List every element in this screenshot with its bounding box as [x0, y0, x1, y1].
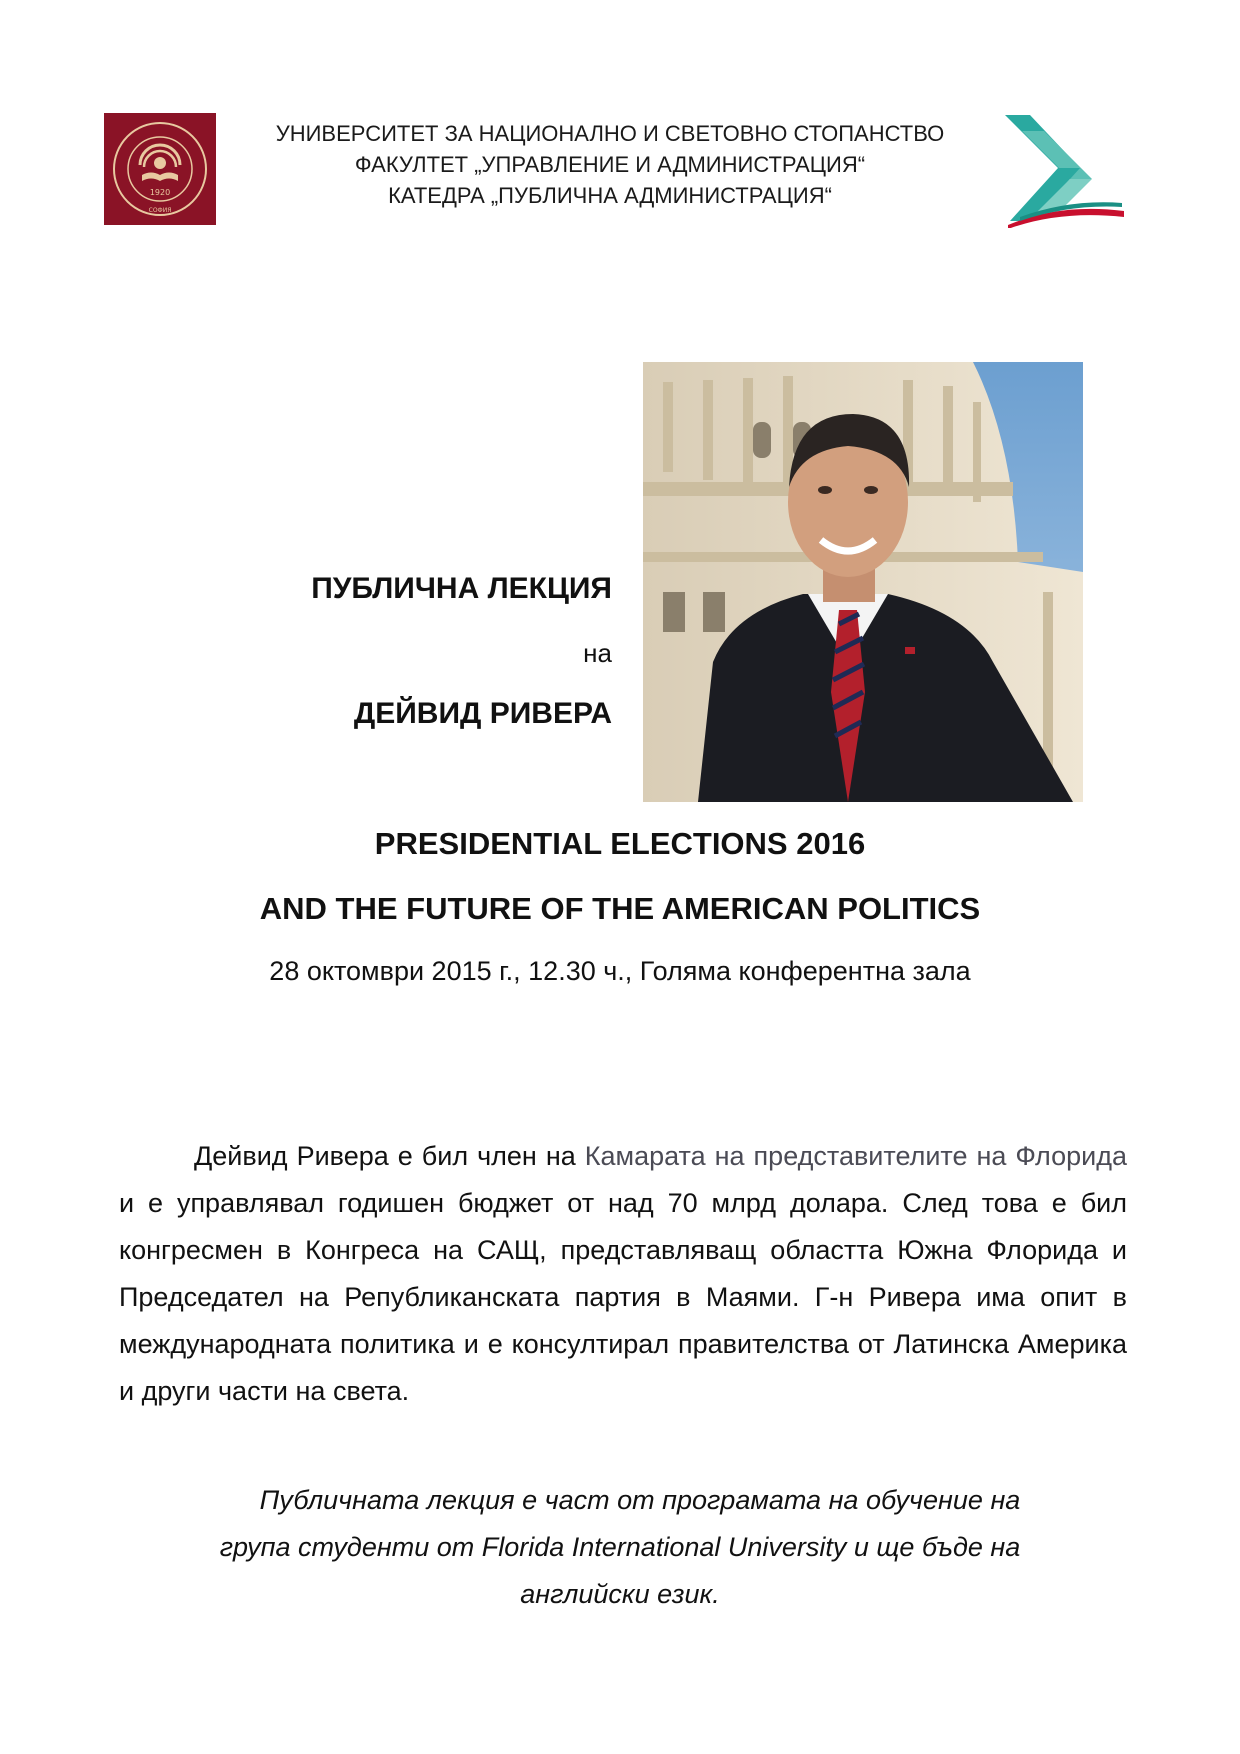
- seal-city: СОФИЯ: [148, 207, 172, 214]
- seal-year: 1920: [149, 188, 171, 197]
- note-line-2: група студенти от Florida International University и ще бъде на: [219, 1532, 1021, 1562]
- department-chevron-logo: [1000, 113, 1125, 228]
- note-line-3: английски език.: [520, 1579, 720, 1609]
- note-line-1: Публичната лекция е част от програмата на обучение на: [259, 1485, 1021, 1515]
- bio-text-end: и е управлявал годишен бюджет от над 70 млрд долара. След това е бил конгресмен в Конгреса на САЩ, представляващ областта Южна Флорида и Председател на Републиканската партия в Маями. Г-н Ривера има опит в международната политика и е консултирал правителства от Латинска Америка и други части на света.: [119, 1188, 1127, 1406]
- speaker-biography: [119, 1133, 1127, 1415]
- lecture-preposition: на: [583, 638, 612, 668]
- talk-title-line-1: PRESIDENTIAL ELECTIONS 2016: [374, 826, 866, 861]
- florida-house-link[interactable]: Камарата на представителите на Флорида: [584, 1141, 1127, 1171]
- university-name: УНИВЕРСИТЕТ ЗА НАЦИОНАЛНО И СВЕТОВНО СТОПАНСТВО: [275, 121, 945, 146]
- program-note: [150, 1477, 1090, 1618]
- faculty-name: ФАКУЛТЕТ „УПРАВЛЕНИЕ И АДМИНИСТРАЦИЯ“: [354, 152, 866, 177]
- department-name: КАТЕДРА „ПУБЛИЧНА АДМИНИСТРАЦИЯ“: [388, 183, 832, 208]
- bio-text-start: Дейвид Ривера е бил член на: [194, 1141, 585, 1171]
- speaker-name: ДЕЙВИД РИВЕРА: [353, 697, 612, 730]
- talk-title-line-2: AND THE FUTURE OF THE AMERICAN POLITICS: [259, 891, 981, 926]
- lecture-heading: ПУБЛИЧНА ЛЕКЦИЯ: [311, 572, 612, 605]
- university-seal-logo: [104, 113, 216, 225]
- speaker-photo: [643, 362, 1083, 802]
- event-date-location: 28 октомври 2015 г., 12.30 ч., Голяма конферентна зала: [269, 956, 971, 986]
- institution-header: [250, 118, 970, 211]
